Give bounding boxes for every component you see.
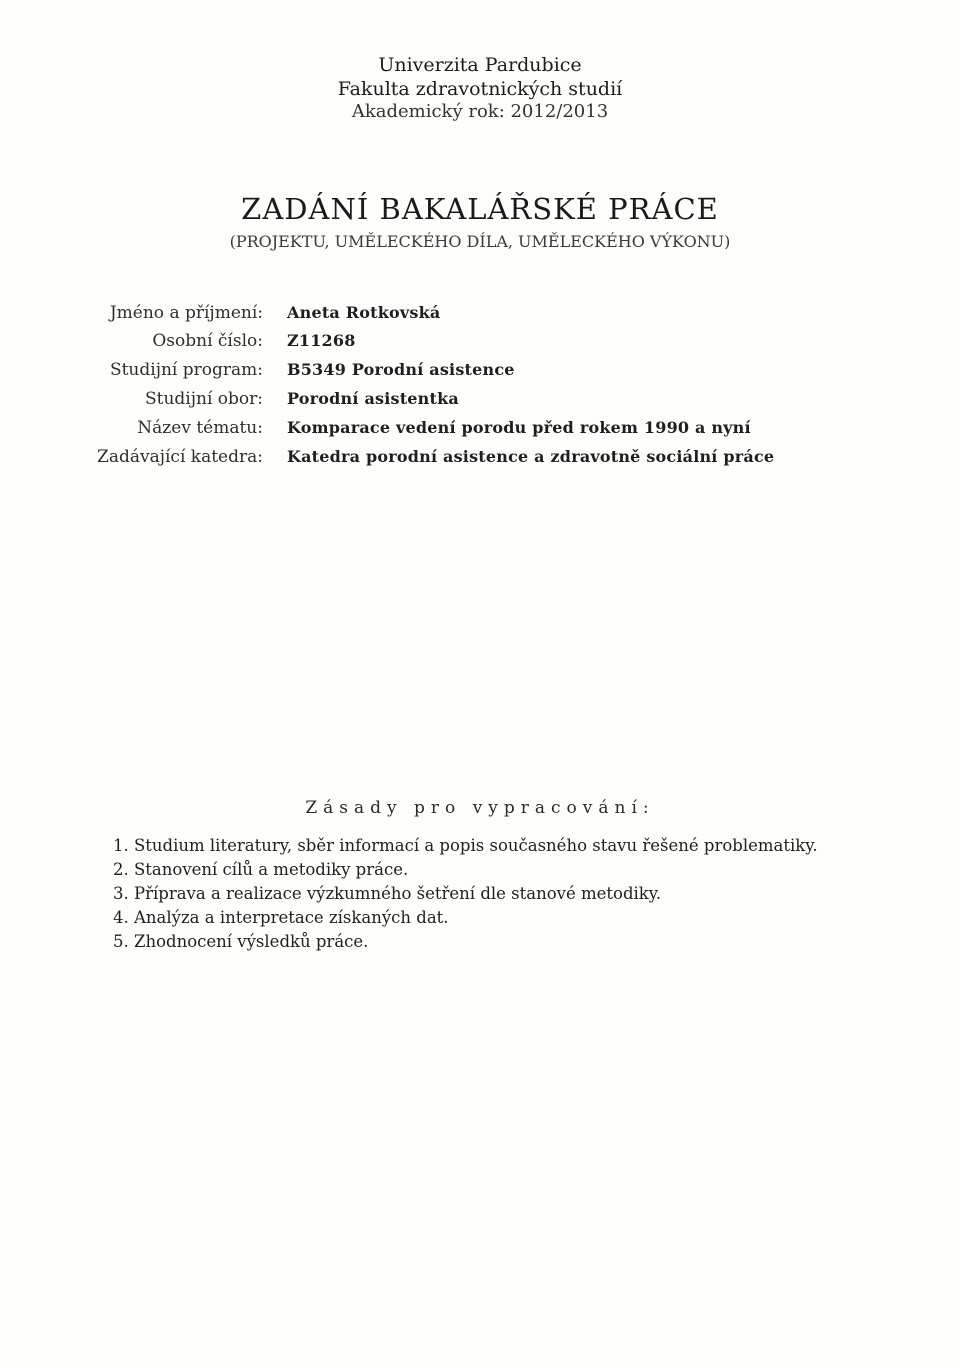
academic-year: Akademický rok: 2012/2013 [351,101,609,122]
info-value: Porodní asistentka [287,389,459,408]
list-item: 4. Analýza a interpretace získaných dat. [113,908,449,927]
list-item: 2. Stanovení cílů a metodiky práce. [113,860,409,879]
info-row-personal-number [0,331,960,359]
info-row-name [0,303,960,331]
info-value: Z11268 [287,331,356,350]
faculty-name: Fakulta zdravotnických studií [337,78,623,100]
university-name: Univerzita Pardubice [378,54,582,76]
principles-heading: Zásady pro vypracování: [305,798,655,818]
info-row-department [0,447,960,475]
document-subtitle: (PROJEKTU, UMĚLECKÉHO DÍLA, UMĚLECKÉHO VÝKONU) [229,232,731,251]
info-value: Komparace vedení porodu před rokem 1990 a nyní [287,418,751,437]
info-label: Osobní číslo: [152,331,263,351]
list-item: 5. Zhodnocení výsledků práce. [113,932,369,951]
info-value: B5349 Porodní asistence [287,360,515,379]
info-value: Aneta Rotkovská [287,303,441,322]
document-title: ZADÁNÍ BAKALÁŘSKÉ PRÁCE [241,192,719,226]
list-item: 3. Příprava a realizace výzkumného šetření dle stanové metodiky. [113,884,662,903]
info-label: Název tématu: [137,418,263,438]
info-value: Katedra porodní asistence a zdravotně sociální práce [287,447,775,466]
info-row-field [0,389,960,417]
info-label: Studijní program: [109,360,263,380]
info-label: Zadávající katedra: [97,447,263,467]
principles-list [113,836,913,956]
info-row-topic [0,418,960,446]
info-label: Studijní obor: [144,389,263,409]
info-label: Jméno a příjmení: [109,303,263,323]
list-item: 1. Studium literatury, sběr informací a popis současného stavu řešené problematiky. [113,836,818,855]
info-row-study-program [0,360,960,388]
